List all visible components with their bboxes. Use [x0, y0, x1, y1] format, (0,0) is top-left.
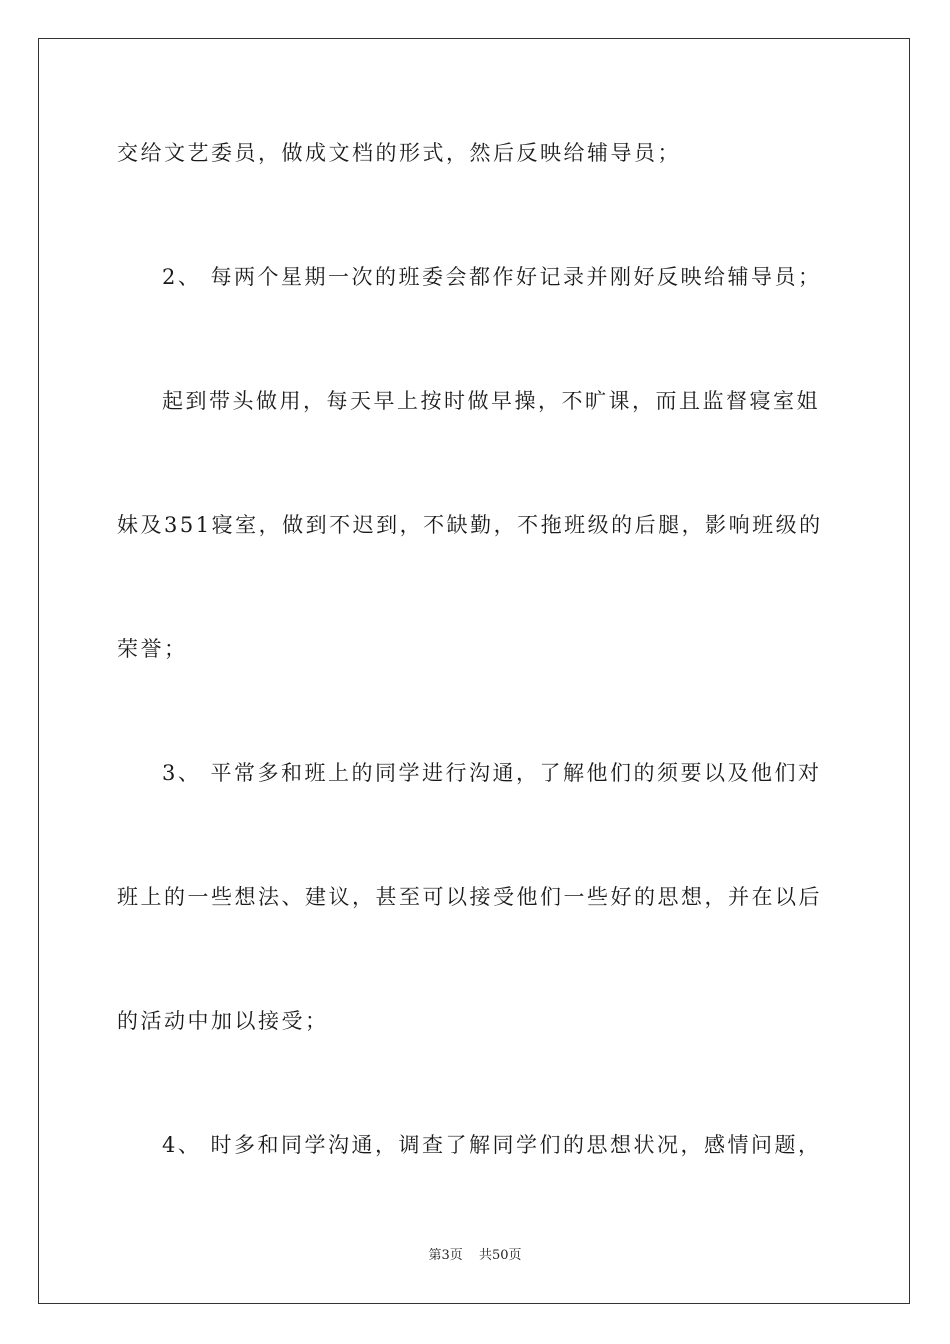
text-line-1: 交给文艺委员，做成文档的形式，然后反映给辅导员；	[117, 141, 681, 165]
text-line-9: 4、 时多和同学沟通，调查了解同学们的思想状况，感情问题，	[162, 1133, 822, 1157]
text-line-5: 荣誉；	[117, 637, 188, 661]
text-line-3: 起到带头做用，每天早上按时做早操，不旷课，而且监督寝室姐	[162, 389, 820, 413]
text-line-8: 的活动中加以接受；	[117, 1009, 329, 1033]
text-line-2: 2、 每两个星期一次的班委会都作好记录并刚好反映给辅导员；	[162, 265, 822, 289]
text-line-7: 班上的一些想法、建议，甚至可以接受他们一些好的思想，并在以后	[117, 885, 822, 909]
page-number: 第3页	[428, 1248, 463, 1263]
text-line-4: 妹及351寝室，做到不迟到，不缺勤，不拖班级的后腿，影响班级的	[117, 513, 823, 537]
text-line-6: 3、 平常多和班上的同学进行沟通，了解他们的须要以及他们对	[162, 761, 822, 785]
page-footer	[0, 1247, 950, 1265]
page-frame	[38, 38, 910, 1304]
page-total: 共50页	[478, 1248, 522, 1263]
